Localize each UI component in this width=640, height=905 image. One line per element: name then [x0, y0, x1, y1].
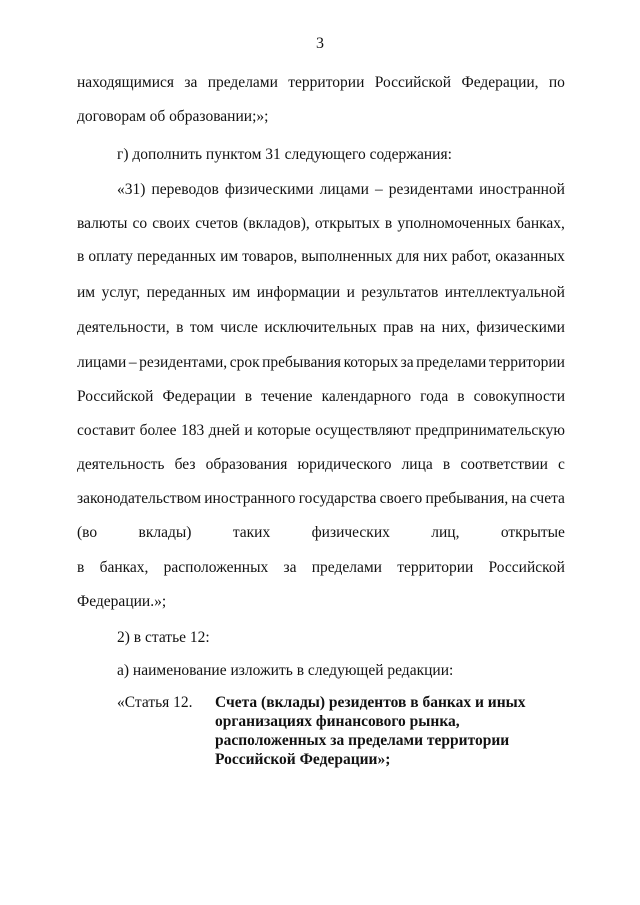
word: юридического — [297, 456, 392, 473]
text-line — [77, 283, 565, 303]
text-line: 2) в статье 12: — [117, 629, 210, 646]
word: вклады) — [138, 524, 192, 541]
word: пределами — [311, 559, 382, 576]
word: года — [420, 388, 449, 405]
word: прав — [383, 319, 414, 336]
word: течение — [261, 388, 313, 405]
word: физических — [311, 524, 390, 541]
word: Федерации, — [461, 74, 539, 91]
word: банках, — [516, 215, 565, 232]
word: деятельность — [77, 456, 165, 473]
word: резидентами — [388, 181, 474, 198]
word: пределами — [416, 354, 487, 371]
word: переданных — [146, 284, 226, 301]
word: лиц, — [431, 524, 460, 541]
word: осуществляют — [315, 422, 411, 439]
word: своих — [152, 215, 191, 232]
word: 183 — [180, 422, 205, 439]
word: за — [184, 74, 198, 91]
word: информации — [256, 284, 341, 301]
word: территории — [288, 74, 365, 91]
text-line — [117, 180, 565, 200]
word: на — [419, 319, 436, 336]
word: открытых — [314, 215, 380, 232]
text-line — [77, 214, 565, 234]
text-line — [77, 387, 565, 407]
word: расположенных — [163, 559, 269, 576]
word: – — [128, 354, 137, 371]
word: иностранного — [204, 490, 296, 507]
word: (вкладов), — [243, 215, 310, 232]
word: интеллектуальной — [444, 284, 565, 301]
word: Российской — [77, 388, 154, 405]
word: резидентами, — [139, 354, 228, 371]
word: валюты — [77, 215, 128, 232]
word: (во — [77, 524, 98, 541]
word: лица — [401, 456, 433, 473]
word: в — [176, 319, 184, 336]
word: физическими — [224, 181, 314, 198]
text-line — [77, 421, 565, 441]
word: и — [244, 422, 253, 439]
word: для — [396, 248, 420, 265]
text-line — [77, 353, 565, 373]
word: в — [77, 559, 85, 576]
word: в — [244, 388, 253, 405]
word: территории — [488, 354, 565, 371]
word: им — [232, 284, 251, 301]
text-line — [77, 247, 565, 267]
word: переданных — [136, 248, 217, 265]
word: них — [423, 248, 448, 265]
text-line — [77, 523, 565, 543]
word: им — [77, 284, 96, 301]
word: им — [220, 248, 239, 265]
word: оказанных — [495, 248, 565, 265]
text-line: а) наименование изложить в следующей редакции: — [117, 662, 454, 679]
word: таких — [232, 524, 271, 541]
word: своего — [379, 490, 423, 507]
word: деятельности, — [77, 319, 170, 336]
word: банках, — [99, 559, 149, 576]
text-line — [77, 455, 565, 475]
word: уполномоченных — [397, 215, 511, 232]
word: счетов — [195, 215, 239, 232]
word: в — [457, 388, 465, 405]
word: предпринимательскую — [415, 422, 565, 439]
word: результатов — [361, 284, 439, 301]
word: на — [511, 490, 527, 507]
word: за — [283, 559, 297, 576]
word: календарного — [321, 388, 412, 405]
word: с — [558, 456, 565, 473]
word: пребывания, — [425, 490, 509, 507]
word: срок — [229, 354, 260, 371]
word: в — [384, 215, 393, 232]
word: иностранной — [479, 181, 565, 198]
page-number: 3 — [316, 35, 324, 52]
word: образования — [205, 456, 288, 473]
article-title-line: Российской Федерации»; — [215, 751, 391, 768]
word: составит — [77, 422, 136, 439]
word: пределами — [207, 74, 278, 91]
word: по — [548, 74, 565, 91]
word: территории — [397, 559, 474, 576]
article-title-line: расположенных за пределами территории — [215, 732, 510, 749]
word: законодательством — [77, 490, 202, 507]
word: соответствии — [460, 456, 548, 473]
article-label: «Статья 12. — [117, 694, 193, 711]
word: более — [139, 422, 177, 439]
word: переводов — [151, 181, 219, 198]
article-title-line: организациях финансового рынка, — [215, 713, 460, 730]
word: которых — [343, 354, 399, 371]
word: без — [174, 456, 196, 473]
word: оплату — [88, 248, 133, 265]
word: открытые — [500, 524, 565, 541]
word: «31) — [117, 181, 146, 198]
word: физическими — [476, 319, 565, 336]
word: Федерации — [162, 388, 236, 405]
word: совокупности — [473, 388, 565, 405]
text-line — [77, 73, 565, 93]
text-line — [77, 558, 565, 578]
word: том — [189, 319, 214, 336]
word: товаров, — [242, 248, 298, 265]
word: выполненных — [301, 248, 393, 265]
word: и — [346, 284, 355, 301]
text-line: договорам об образовании;»; — [77, 108, 269, 125]
text-line: г) дополнить пунктом 31 следующего содержания: — [117, 146, 452, 163]
word: дней — [208, 422, 240, 439]
text-line — [77, 489, 565, 509]
word: Российской — [374, 74, 452, 91]
word: которые — [257, 422, 311, 439]
word: услуг, — [101, 284, 141, 301]
article-title-line: Счета (вклады) резидентов в банках и иных — [215, 694, 526, 711]
word: лицами — [319, 181, 369, 198]
word: в — [442, 456, 451, 473]
word: лицами — [77, 354, 127, 371]
word: государства — [298, 490, 377, 507]
word: за — [400, 354, 414, 371]
word: – — [374, 181, 383, 198]
word: со — [132, 215, 148, 232]
article-title — [215, 693, 555, 769]
text-line: Федерации.»; — [77, 593, 167, 610]
word: находящимися — [77, 74, 174, 91]
word: работ, — [451, 248, 492, 265]
word: числе — [220, 319, 258, 336]
text-line — [77, 318, 565, 338]
word: Российской — [488, 559, 565, 576]
word: счета — [529, 490, 565, 507]
word: них, — [441, 319, 470, 336]
word: пребывания — [262, 354, 342, 371]
word: в — [77, 248, 85, 265]
word: исключительных — [264, 319, 377, 336]
